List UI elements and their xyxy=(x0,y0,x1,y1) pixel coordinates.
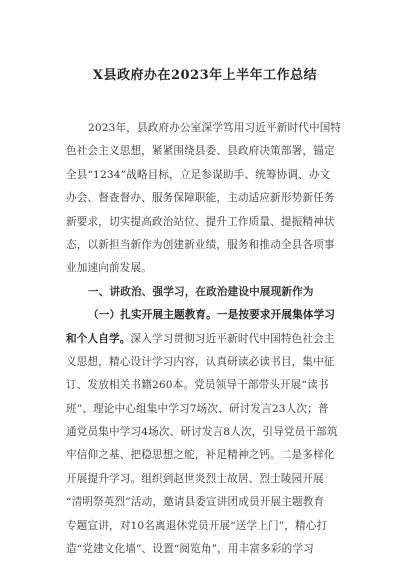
paragraph-line: 态，以新担当新作为创建新业绩，服务和推动全县各项事 xyxy=(66,238,335,251)
paragraph-line: 义思想，精心设计学习内容，认真研读必读书目，集中征 xyxy=(66,355,335,368)
paragraph-line: 班”、理论中心组集中学习7场次、研讨发言23人次；普 xyxy=(66,402,329,415)
paragraph-line: “清明祭英烈”活动，邀请县委宣讲团成员开展主题教育 xyxy=(66,496,325,509)
paragraph-line: 2023年，县政府办公室深学笃用习近平新时代中国特 xyxy=(88,122,342,134)
paragraph-line: 订、发放相关书籍260本。党员领导干部带头开展“读书 xyxy=(66,379,329,392)
paragraph-line: 造“党建文化墙”、设置“阅览角”，用丰富多彩的学习 xyxy=(66,543,314,556)
document-body xyxy=(66,117,362,561)
document-title: X县政府办在2023年上半年工作总结 xyxy=(92,68,318,83)
paragraph-line: 专题宣讲，对10名离退休党员开展“送学上门”，精心打 xyxy=(66,519,328,532)
paragraph-line: 开展提升学习。组织到赵世炎烈士故居、烈士陵园开展 xyxy=(66,472,324,485)
paragraph-line: 色社会主义思想，紧紧围绕县委、县政府决策部署，锚定 xyxy=(66,145,335,158)
paragraph-line: 全县“1234”战略目标，立足参谋助手、统筹协调、办文 xyxy=(66,168,331,181)
paragraph-line: 新要求，切实提高政治站位、提升工作质量、提振精神状 xyxy=(66,215,335,228)
paragraph-line: 办会、督查督办、服务保障职能，主动适应新形势新任务 xyxy=(66,192,335,205)
subsection-heading: （一）扎实开展主题教育。一是按要求开展集体学习 xyxy=(88,309,336,322)
paragraph-line: 通党员集中学习4场次、研讨发言8人次，引导党员干部筑 xyxy=(66,426,338,439)
paragraph-line: 和个人自学。深入学习贯彻习近平新时代中国特色社会主 xyxy=(66,332,335,345)
paragraph-line: 牢信仰之基、把稳思想之舵，补足精神之钙。二是多样化 xyxy=(66,449,335,462)
section-heading: 一、讲政治、强学习，在政治建设中展现新作为 xyxy=(88,285,314,298)
paragraph-line: 业加速向前发展。 xyxy=(66,262,152,275)
